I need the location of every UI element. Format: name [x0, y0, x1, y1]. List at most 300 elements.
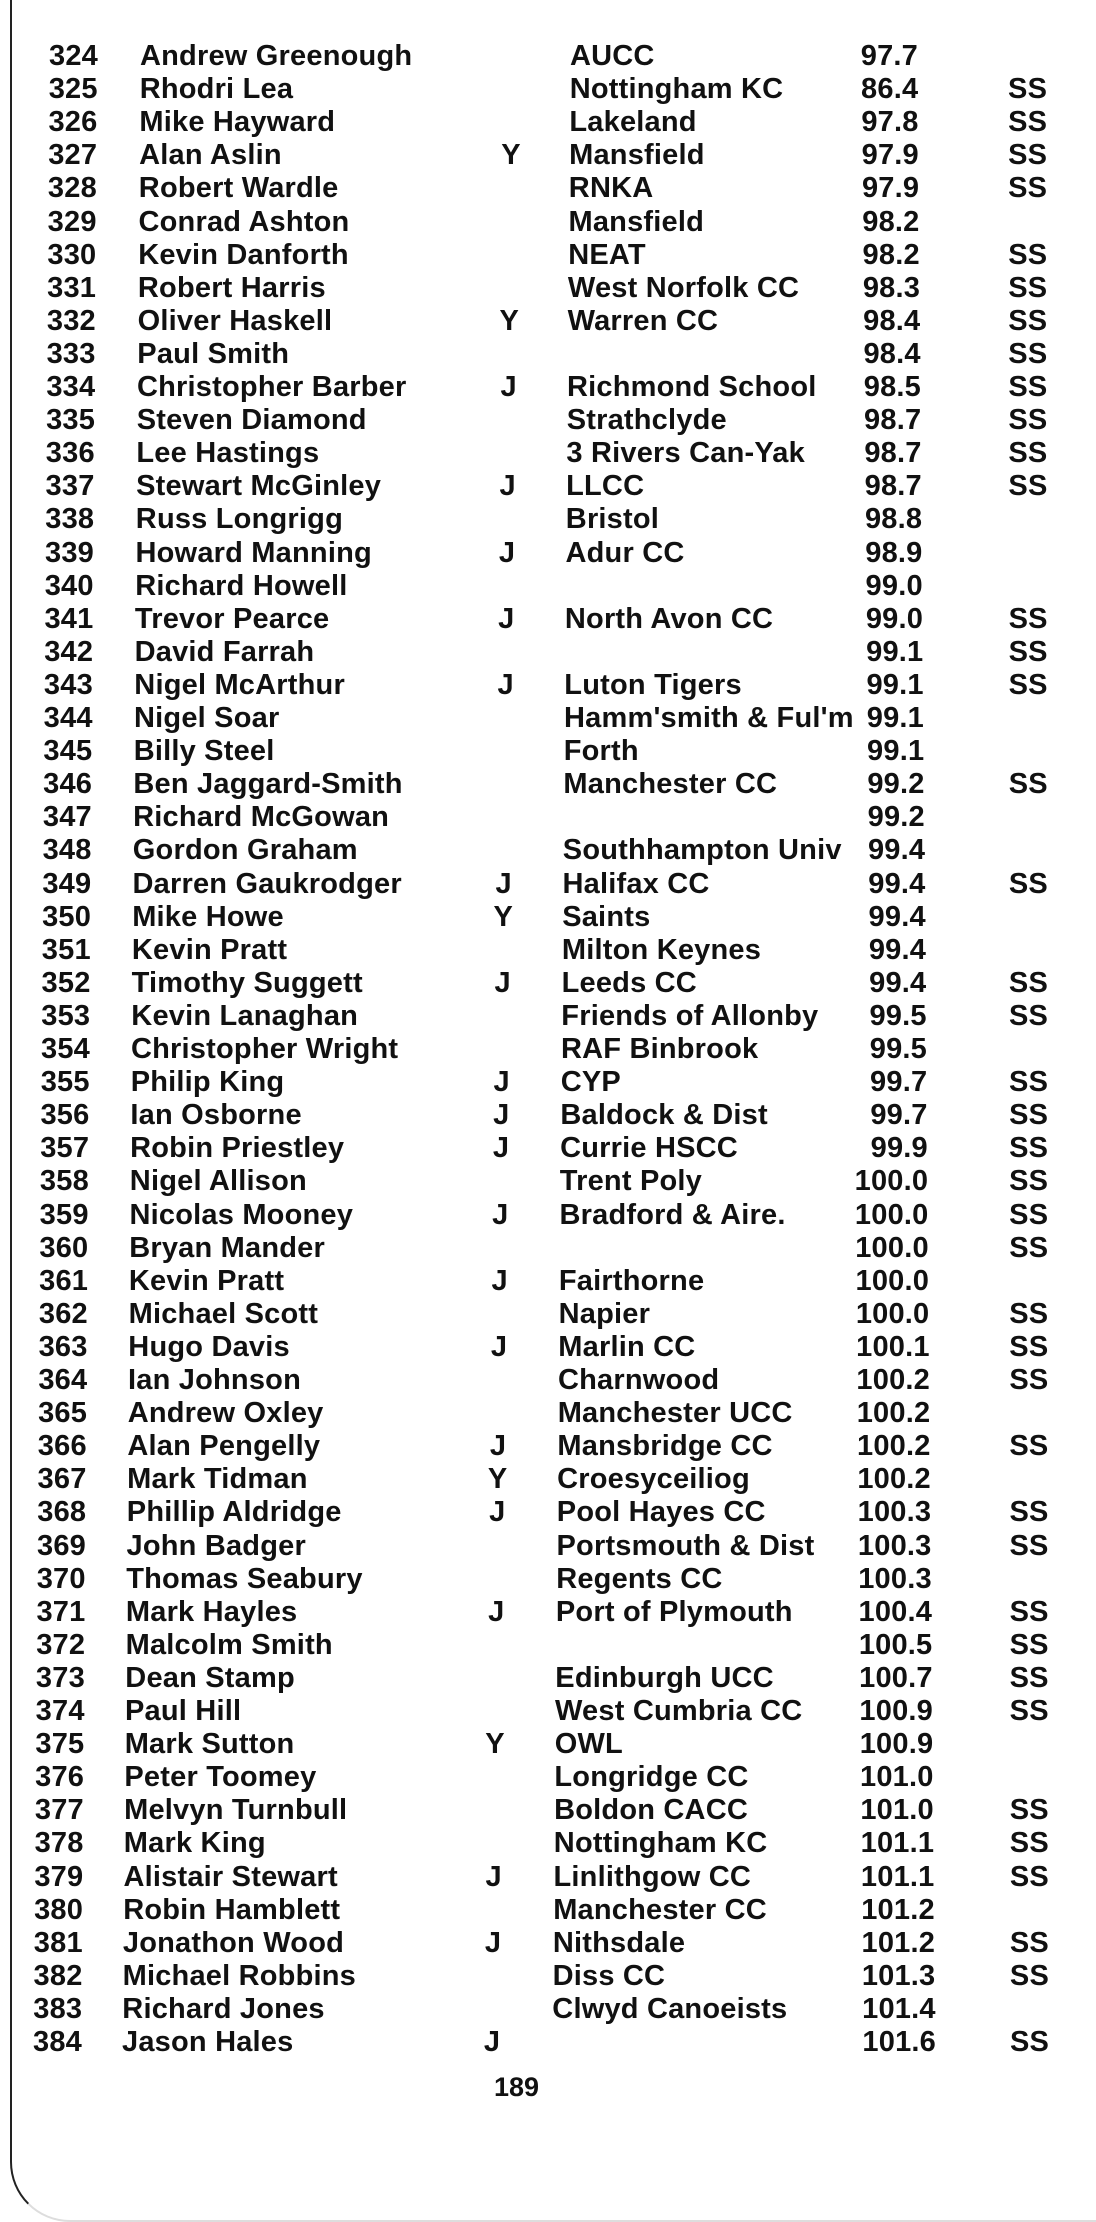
row-club: Currie HSCC — [560, 1132, 738, 1165]
row-num: 356 — [40, 1099, 90, 1132]
row-num: 375 — [35, 1728, 85, 1761]
table-row — [12, 1960, 1072, 1993]
row-num: 374 — [35, 1695, 85, 1727]
row-note: SS — [1009, 1628, 1049, 1661]
row-note: SS — [1009, 1827, 1049, 1860]
row-flag: J — [484, 1926, 502, 1959]
row-name: Robert Wardle — [138, 172, 339, 205]
row-time: 99.1 — [867, 735, 925, 768]
row-flag: J — [483, 2026, 501, 2058]
row-time: 99.5 — [869, 999, 927, 1032]
row-num: 357 — [40, 1132, 90, 1165]
row-time: 100.2 — [857, 1463, 931, 1496]
row-flag: J — [485, 1860, 502, 1893]
row-name: Gordon Graham — [132, 834, 358, 867]
table-row — [12, 206, 1072, 239]
table-row — [12, 1232, 1072, 1265]
table-row — [12, 967, 1072, 1000]
table-row — [12, 73, 1072, 106]
table-row — [12, 1331, 1072, 1364]
row-name: Richard Howell — [135, 569, 348, 602]
row-name: Philip King — [130, 1066, 285, 1099]
row-time: 99.1 — [866, 635, 924, 668]
row-num: 365 — [38, 1397, 88, 1430]
table-row — [12, 1530, 1072, 1563]
row-note: SS — [1009, 1297, 1049, 1330]
row-time: 97.9 — [861, 139, 919, 172]
row-note: SS — [1008, 437, 1048, 470]
row-name: Nicolas Mooney — [129, 1198, 354, 1231]
row-name: Christopher Wright — [131, 1033, 399, 1065]
row-flag: J — [495, 867, 512, 900]
table-row — [12, 470, 1072, 503]
row-num: 382 — [33, 1959, 83, 1992]
row-num: 332 — [46, 304, 96, 337]
table-row — [12, 1496, 1072, 1529]
row-num: 337 — [45, 470, 95, 503]
row-time: 99.4 — [868, 867, 926, 900]
row-name: Michael Robbins — [122, 1959, 357, 1992]
table-row — [12, 570, 1072, 603]
table-row — [12, 603, 1072, 636]
row-time: 100.0 — [855, 1264, 930, 1297]
row-club: Friends of Allonby — [561, 999, 819, 1032]
row-note: SS — [1008, 106, 1048, 139]
row-name: Billy Steel — [133, 735, 275, 768]
row-name: Ben Jaggard-Smith — [133, 768, 403, 801]
row-flag: Y — [501, 139, 521, 172]
row-num: 328 — [47, 172, 97, 205]
row-time: 98.3 — [862, 271, 921, 304]
row-club: Fairthorne — [558, 1264, 705, 1297]
row-name: Christopher Barber — [137, 371, 407, 403]
row-note: SS — [1010, 2026, 1050, 2058]
row-time: 100.3 — [857, 1529, 932, 1562]
row-name: Alan Pengelly — [127, 1430, 321, 1463]
row-club: Adur CC — [565, 536, 685, 569]
row-name: Kevin Pratt — [128, 1264, 285, 1297]
row-time: 98.5 — [863, 371, 921, 403]
row-name: Jonathon Wood — [122, 1926, 345, 1959]
row-club: LLCC — [566, 470, 645, 503]
row-name: Kevin Lanaghan — [131, 999, 359, 1032]
row-flag: J — [498, 536, 516, 569]
table-row — [12, 636, 1072, 669]
table-row — [12, 40, 1072, 73]
row-name: Nigel McArthur — [134, 668, 345, 701]
row-num: 364 — [38, 1364, 88, 1396]
row-club: RNKA — [568, 172, 654, 205]
row-time: 99.2 — [867, 801, 925, 834]
row-club: Croesyceiliog — [557, 1463, 750, 1496]
row-time: 100.2 — [857, 1430, 931, 1463]
row-time: 99.4 — [868, 933, 927, 966]
row-club: RAF Binbrook — [561, 1033, 759, 1065]
row-name: Hugo Davis — [128, 1330, 290, 1363]
table-row — [12, 1695, 1072, 1728]
table-row — [12, 669, 1072, 702]
row-num: 359 — [39, 1198, 89, 1231]
row-name: Mark Sutton — [124, 1728, 295, 1761]
row-club: Manchester UCC — [557, 1397, 793, 1430]
row-num: 353 — [41, 999, 91, 1032]
row-time: 99.7 — [870, 1066, 928, 1099]
row-num: 335 — [46, 404, 96, 437]
row-num: 344 — [43, 702, 93, 734]
row-note: SS — [1008, 337, 1048, 370]
row-club: Mansbridge CC — [557, 1430, 773, 1463]
table-row — [12, 1199, 1072, 1232]
row-name: Oliver Haskell — [137, 304, 333, 337]
row-name: Dean Stamp — [125, 1661, 295, 1694]
row-club: Luton Tigers — [564, 668, 742, 701]
row-flag: J — [498, 602, 515, 635]
row-time: 97.7 — [860, 40, 918, 72]
row-time: 100.4 — [858, 1595, 933, 1628]
table-row — [12, 503, 1072, 536]
row-num: 345 — [43, 735, 93, 768]
table-row — [12, 2026, 1072, 2059]
row-time: 100.0 — [855, 1231, 929, 1264]
table-row — [12, 404, 1072, 437]
row-name: Peter Toomey — [124, 1761, 317, 1794]
table-row — [12, 1927, 1072, 1960]
row-club: Milton Keynes — [561, 933, 762, 966]
row-time: 98.8 — [864, 503, 923, 536]
row-time: 98.4 — [863, 304, 921, 337]
row-club: AUCC — [570, 40, 655, 72]
row-note: SS — [1009, 1231, 1049, 1264]
row-name: Melvyn Turnbull — [124, 1794, 348, 1827]
row-name: Kevin Pratt — [131, 933, 288, 966]
row-num: 362 — [38, 1297, 88, 1330]
table-row — [12, 139, 1072, 172]
row-num: 373 — [35, 1661, 85, 1694]
row-name: Robert Harris — [137, 271, 326, 304]
row-name: Kevin Danforth — [138, 238, 349, 271]
row-club: Trent Poly — [559, 1165, 702, 1198]
row-note: SS — [1009, 1695, 1049, 1727]
row-time: 99.7 — [870, 1099, 928, 1132]
row-num: 376 — [35, 1761, 85, 1794]
row-note: SS — [1008, 635, 1048, 668]
row-club: Nottingham KC — [553, 1827, 768, 1860]
row-time: 101.4 — [862, 1992, 936, 2025]
row-num: 383 — [33, 1992, 83, 2025]
table-row — [12, 1596, 1072, 1629]
row-time: 101.3 — [861, 1959, 936, 1992]
row-club: Regents CC — [556, 1562, 723, 1595]
row-note: SS — [1008, 271, 1048, 304]
row-note: SS — [1008, 999, 1049, 1032]
row-name: Trevor Pearce — [134, 602, 330, 635]
row-flag: J — [491, 1264, 508, 1297]
row-club: Napier — [558, 1297, 651, 1330]
row-club: Boldon CACC — [554, 1794, 748, 1827]
table-row — [12, 1099, 1072, 1132]
row-club: Baldock & Dist — [560, 1099, 768, 1132]
row-flag: Y — [493, 900, 514, 933]
row-name: Mike Howe — [132, 900, 284, 933]
row-time: 100.0 — [854, 1198, 929, 1231]
row-note: SS — [1008, 470, 1048, 503]
table-row — [12, 1265, 1072, 1298]
row-num: 367 — [37, 1463, 87, 1496]
row-note: SS — [1008, 304, 1048, 337]
row-name: Richard Jones — [122, 1992, 325, 2025]
row-name: Nigel Allison — [129, 1165, 307, 1198]
row-num: 339 — [45, 536, 94, 569]
row-time: 98.7 — [864, 470, 922, 503]
row-name: Howard Manning — [135, 536, 372, 569]
row-flag: J — [493, 1099, 510, 1132]
row-note: SS — [1009, 1198, 1049, 1231]
row-note: SS — [1009, 1496, 1049, 1529]
table-row — [12, 834, 1072, 867]
row-club: West Norfolk CC — [567, 271, 800, 304]
row-time: 101.2 — [861, 1893, 935, 1926]
row-num: 378 — [34, 1827, 84, 1860]
row-num: 354 — [41, 1033, 90, 1065]
table-row — [12, 702, 1072, 735]
row-name: Robin Priestley — [130, 1132, 345, 1165]
row-club: Nithsdale — [552, 1926, 686, 1959]
table-row — [12, 1000, 1072, 1033]
row-club: North Avon CC — [564, 602, 774, 635]
row-time: 100.9 — [859, 1728, 934, 1761]
row-num: 370 — [36, 1562, 86, 1595]
row-name: Nigel Soar — [134, 702, 280, 734]
row-club: Strathclyde — [566, 404, 727, 437]
table-row — [12, 1298, 1072, 1331]
row-time: 99.4 — [868, 900, 926, 933]
row-num: 343 — [43, 668, 93, 701]
row-name: Bryan Mander — [129, 1231, 325, 1264]
row-club: West Cumbria CC — [555, 1695, 803, 1727]
row-name: Thomas Seabury — [126, 1562, 363, 1595]
table-row — [12, 868, 1072, 901]
row-club: Nottingham KC — [569, 73, 784, 106]
row-flag: J — [492, 1132, 510, 1165]
row-num: 342 — [44, 635, 94, 668]
table-row — [12, 1993, 1072, 2026]
table-row — [12, 371, 1072, 404]
row-name: Jason Hales — [122, 2026, 294, 2058]
row-name: Phillip Aldridge — [126, 1496, 342, 1529]
row-club: Manchester CC — [563, 768, 778, 801]
row-time: 99.2 — [867, 768, 925, 801]
row-name: Robin Hamblett — [123, 1893, 341, 1926]
row-time: 101.0 — [860, 1794, 934, 1827]
row-club: Port of Plymouth — [555, 1595, 793, 1628]
row-num: 326 — [48, 106, 98, 139]
row-num: 351 — [41, 933, 91, 966]
row-club: Diss CC — [552, 1959, 666, 1992]
row-note: SS — [1009, 1595, 1049, 1628]
row-name: John Badger — [126, 1529, 306, 1562]
row-name: Rhodri Lea — [139, 73, 294, 106]
row-name: Paul Hill — [125, 1695, 242, 1727]
row-name: Mark King — [123, 1827, 266, 1860]
row-name: Timothy Suggett — [131, 966, 363, 999]
row-note: SS — [1008, 172, 1048, 205]
row-time: 100.9 — [859, 1695, 933, 1727]
row-time: 98.2 — [862, 205, 920, 238]
row-num: 360 — [39, 1231, 89, 1264]
row-num: 349 — [42, 867, 92, 900]
row-num: 333 — [46, 337, 96, 370]
row-club: Edinburgh UCC — [555, 1661, 774, 1694]
row-note: SS — [1009, 1330, 1049, 1363]
row-time: 99.4 — [869, 966, 927, 999]
row-flag: J — [494, 966, 511, 999]
row-name: Michael Scott — [128, 1297, 319, 1330]
row-club: Mansfield — [569, 139, 705, 172]
row-time: 98.9 — [865, 536, 923, 569]
row-name: Mark Tidman — [127, 1463, 308, 1496]
row-club: Forth — [563, 735, 639, 768]
row-note: SS — [1008, 238, 1048, 271]
row-flag: J — [490, 1330, 508, 1363]
row-num: 330 — [47, 238, 97, 271]
row-note: SS — [1009, 1926, 1049, 1959]
row-num: 338 — [45, 503, 95, 536]
row-num: 358 — [39, 1165, 89, 1198]
row-note: SS — [1009, 1132, 1049, 1165]
row-flag: J — [492, 1198, 509, 1231]
table-row — [12, 1861, 1072, 1894]
row-name: Alan Aslin — [139, 139, 282, 172]
row-num: 327 — [48, 139, 98, 172]
row-club: Halifax CC — [562, 867, 710, 900]
table-row — [12, 1132, 1072, 1165]
row-time: 100.3 — [857, 1496, 932, 1529]
row-name: Ian Osborne — [130, 1099, 302, 1132]
row-num: 384 — [33, 2026, 82, 2058]
row-club: OWL — [554, 1728, 623, 1761]
row-num: 352 — [41, 966, 91, 999]
row-note: SS — [1008, 139, 1048, 172]
row-time: 100.7 — [859, 1661, 933, 1694]
row-club: 3 Rivers Can-Yak — [566, 437, 805, 470]
row-time: 101.1 — [860, 1860, 935, 1893]
row-time: 100.0 — [855, 1297, 930, 1330]
row-num: 372 — [36, 1628, 86, 1661]
table-row — [12, 901, 1072, 934]
row-name: Andrew Greenough — [140, 40, 413, 72]
table-row — [12, 1165, 1072, 1198]
row-time: 100.3 — [858, 1562, 932, 1595]
table-row — [12, 1827, 1072, 1860]
table-row — [12, 768, 1072, 801]
row-time: 101.2 — [861, 1926, 936, 1959]
row-flag: J — [493, 1066, 510, 1099]
row-club: Portsmouth & Dist — [556, 1529, 815, 1562]
row-flag: J — [497, 668, 514, 701]
row-num: 355 — [40, 1066, 90, 1099]
row-name: Alistair Stewart — [123, 1860, 338, 1893]
row-club: Pool Hayes CC — [556, 1496, 766, 1529]
row-club: Richmond School — [567, 371, 817, 403]
results-page — [10, 0, 1096, 2222]
row-time: 101.1 — [860, 1827, 935, 1860]
row-club: NEAT — [568, 238, 646, 271]
row-flag: Y — [487, 1463, 508, 1496]
row-club: Warren CC — [567, 304, 719, 337]
table-row — [12, 1364, 1072, 1397]
row-time: 99.1 — [866, 668, 924, 701]
row-num: 346 — [43, 768, 93, 801]
row-note: SS — [1009, 1066, 1049, 1099]
table-row — [12, 437, 1072, 470]
row-club: Linlithgow CC — [553, 1860, 752, 1893]
row-club: Longridge CC — [554, 1761, 749, 1794]
row-note: SS — [1008, 966, 1049, 999]
row-num: 369 — [37, 1529, 86, 1562]
page-number: 189 — [494, 2072, 540, 2102]
row-time: 99.9 — [870, 1132, 928, 1165]
row-time: 98.7 — [864, 437, 922, 470]
table-row — [12, 106, 1072, 139]
row-time: 98.7 — [864, 404, 922, 437]
row-club: Lakeland — [569, 106, 697, 139]
row-flag: J — [500, 371, 517, 403]
row-num: 379 — [34, 1860, 84, 1893]
row-note: SS — [1009, 1959, 1050, 1992]
row-note: SS — [1009, 1165, 1049, 1198]
row-num: 324 — [49, 40, 98, 72]
row-time: 100.5 — [858, 1628, 933, 1661]
row-num: 380 — [34, 1893, 84, 1926]
row-num: 336 — [45, 437, 95, 470]
table-row — [12, 1761, 1072, 1794]
row-name: Andrew Oxley — [127, 1397, 324, 1430]
row-note: SS — [1009, 1364, 1049, 1396]
row-flag: J — [499, 470, 516, 503]
table-row — [12, 1662, 1072, 1695]
row-name: Steven Diamond — [136, 404, 367, 437]
table-row — [12, 1629, 1072, 1662]
row-club: Marlin CC — [558, 1330, 696, 1363]
row-num: 363 — [38, 1330, 88, 1363]
row-num: 366 — [37, 1430, 87, 1463]
row-time: 86.4 — [861, 73, 919, 106]
row-note: SS — [1008, 404, 1048, 437]
row-num: 331 — [47, 271, 97, 304]
row-club: CYP — [560, 1066, 621, 1099]
row-num: 347 — [42, 801, 92, 834]
row-name: Lee Hastings — [136, 437, 320, 470]
table-row — [12, 272, 1072, 305]
row-note: SS — [1009, 1860, 1049, 1893]
row-club: Saints — [562, 900, 651, 933]
table-row — [12, 537, 1072, 570]
row-name: Darren Gaukrodger — [132, 867, 402, 900]
table-row — [12, 305, 1072, 338]
table-row — [12, 1894, 1072, 1927]
row-name: Mark Hayles — [125, 1595, 298, 1628]
row-num: 340 — [44, 569, 94, 602]
row-time: 99.4 — [867, 834, 926, 867]
row-name: David Farrah — [134, 635, 315, 668]
row-num: 341 — [44, 602, 94, 635]
table-row — [12, 1066, 1072, 1099]
row-time: 98.4 — [863, 337, 921, 370]
row-time: 100.2 — [856, 1364, 930, 1396]
table-row — [12, 1563, 1072, 1596]
row-name: Mike Hayward — [139, 106, 336, 139]
row-club: Mansfield — [568, 205, 705, 238]
